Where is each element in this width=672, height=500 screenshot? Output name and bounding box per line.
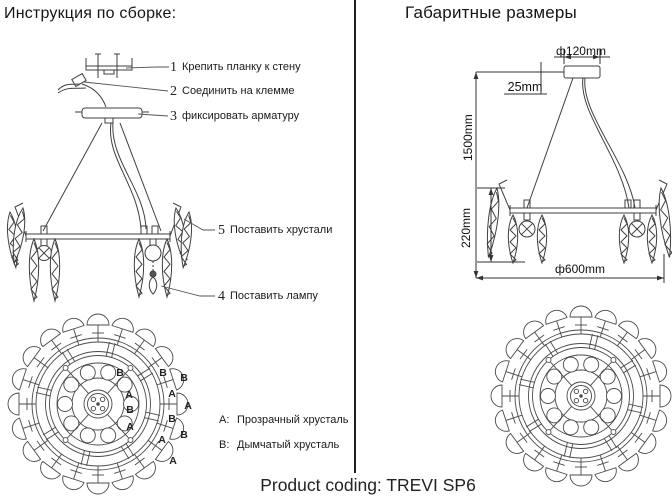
crystal-type-label: B [168,413,176,425]
dim-fixture-diameter: ф600mm [555,262,605,276]
chandelier-top-view [491,306,671,486]
legend-text: Дымчатый хрусталь [237,439,340,451]
product-coding-text: Product coding: TREVI SP6 [260,475,476,495]
callout-number: 3 [170,109,177,124]
callout-text: Поставить хрустали [230,224,333,236]
legend-key: A: [219,414,230,426]
legend-text: Прозрачный хрусталь [237,414,349,426]
callout-step-1 [170,61,301,74]
chandelier-dimension-view [484,66,672,263]
dim-ceiling-offset: 25mm [507,80,543,94]
crystal-type-label: A [169,455,177,467]
dim-fixture-height: 220mm [459,208,473,249]
callout-text: Поставить лампу [230,290,318,302]
crystal-type-label: A [184,400,192,412]
dim-canopy-diameter: ф120mm [556,44,606,58]
left-panel-title: Инструкция по сборке: [4,5,177,22]
callout-number: 1 [170,60,177,75]
crystal-type-label: A [168,388,176,400]
crystal-type-label: B [180,429,188,441]
callout-step-5 [218,224,332,237]
crystal-type-label: A [126,421,134,433]
callout-number: 2 [170,84,177,99]
callout-step-3 [170,110,299,123]
legend-key: B: [219,439,230,451]
legend-row-b [219,439,339,451]
callout-number: 5 [218,223,225,238]
crystal-type-label: B [126,404,134,416]
crystal-type-label: A [158,434,166,446]
crystal-type-label: A [125,389,133,401]
callout-step-4 [218,290,318,303]
panel-divider [354,0,356,473]
dim-suspension-height: 1500mm [461,114,475,162]
crystal-type-label: B [116,367,124,379]
crystal-type-label: B [159,367,167,379]
legend-row-a [219,414,349,426]
callout-number: 4 [218,289,225,304]
callout-text: фиксировать арматуру [182,110,300,122]
callout-step-2 [170,85,295,98]
crystal-type-label: B [180,372,188,384]
chandelier-top-view-labeled [8,314,188,494]
callout-text: Соединить на клемме [182,85,295,97]
right-panel-title: Габаритные размеры [405,3,577,22]
callout-text: Крепить планку к стену [182,61,301,73]
